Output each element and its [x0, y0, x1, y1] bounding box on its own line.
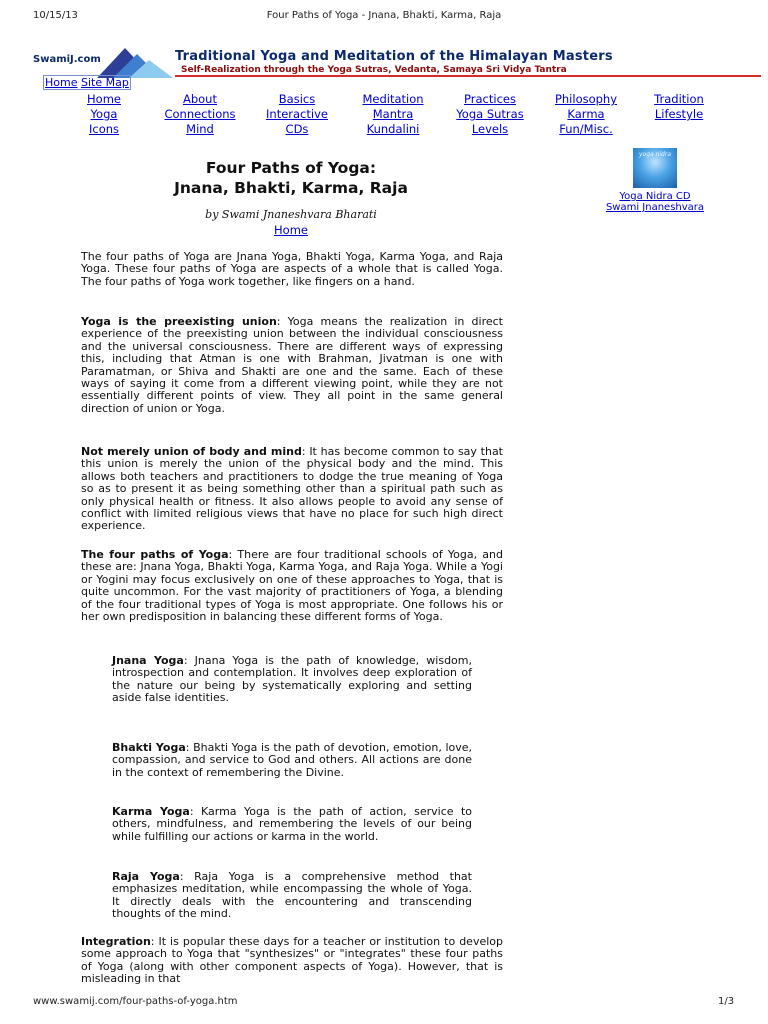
paragraph-text: : It is popular these days for a teacher or institution to develop some approach to Yoga that "synthesizes" or "integrates" these four paths of Yoga (along with other component aspects of Yoga). However, that is misleading in that — [81, 935, 503, 986]
banner-divider — [175, 75, 761, 77]
yoga-nidra-cd-card — [605, 148, 705, 213]
paragraph-heading: Raja Yoga — [112, 870, 180, 883]
nav-link-yoga[interactable]: Yoga — [90, 107, 118, 121]
site-logo-text[interactable]: SwamiJ.com — [33, 54, 101, 65]
top-links — [43, 75, 131, 90]
nav-link-basics[interactable]: Basics — [278, 92, 316, 106]
paragraph-text: : Karma Yoga is the path of action, service to others, mindfulness, and remembering the levels of our being while fulfilling our actions or karma in the world. — [112, 805, 472, 843]
site-banner[interactable] — [33, 40, 761, 80]
nav-link-interactive[interactable]: Interactive — [266, 107, 328, 121]
home-link[interactable]: Home — [45, 76, 78, 89]
cd-links — [605, 191, 705, 213]
paragraph-raja-yoga — [112, 871, 472, 921]
print-title: Four Paths of Yoga - Jnana, Bhakti, Karma, Raja — [266, 10, 502, 21]
paragraph-text: : It has become common to say that this union is merely the union of the physical body and the mind. This allows both teachers and practitioners to dodge the true meaning of Yoga so as to present it as being something other than a spiritual path such as only physical health or fitness. It also allows people to avoid any sense of conflict with limited religious views that have no place for such high direct experience. — [81, 445, 503, 533]
paragraph-heading: Yoga is the preexisting union — [81, 315, 277, 328]
nav-link-meditation[interactable]: Meditation — [362, 92, 424, 106]
paragraph-heading: Karma Yoga — [112, 805, 190, 818]
paragraph-heading: Jnana Yoga — [112, 654, 184, 667]
nav-link-lifestyle[interactable]: Lifestyle — [654, 107, 704, 121]
print-url: www.swamij.com/four-paths-of-yoga.htm — [33, 996, 238, 1007]
nav-link-icons[interactable]: Icons — [88, 122, 120, 136]
paragraph-bhakti-yoga — [112, 742, 472, 779]
paragraph-jnana-yoga — [112, 655, 472, 705]
main-nav — [56, 92, 756, 137]
paragraph-body-and-mind — [81, 446, 503, 533]
nav-link-philosophy[interactable]: Philosophy — [554, 92, 618, 106]
nav-link-fun-misc[interactable]: Fun/Misc. — [559, 122, 613, 136]
print-date: 10/15/13 — [33, 10, 78, 21]
paragraph-preexisting-union — [81, 316, 503, 415]
paragraph-heading: Integration — [81, 935, 151, 948]
byline — [80, 208, 502, 237]
nav-link-connections[interactable]: Connections — [164, 107, 236, 121]
nav-link-tradition[interactable]: Tradition — [654, 92, 704, 106]
nav-row — [56, 92, 756, 107]
nav-row — [56, 107, 756, 122]
print-page-number: 1/3 — [718, 996, 735, 1007]
yoga-nidra-cd-image[interactable] — [633, 148, 677, 188]
cd-caption: yoga nidra — [638, 151, 672, 158]
paragraph-text: : Jnana Yoga is the path of knowledge, wisdom, introspection and contemplation. It involves deep exploration of the nature our being by systematically exploring and setting aside false identities. — [112, 654, 472, 705]
banner-title: Traditional Yoga and Meditation of the Himalayan Masters — [175, 49, 613, 64]
paragraph-integration — [81, 936, 503, 986]
nav-link-levels[interactable]: Levels — [471, 122, 509, 136]
paragraph-heading: Not merely union of body and mind — [81, 445, 302, 458]
paragraph-heading: The four paths of Yoga — [81, 548, 229, 561]
paragraph-text: : Raja Yoga is a comprehensive method that emphasizes meditation, while encompassing the whole of Yoga. It directly deals with the encountering and transcending thoughts of the mind. — [112, 870, 472, 921]
title-line-1: Four Paths of Yoga: — [205, 159, 377, 177]
nav-link-kundalini[interactable]: Kundalini — [366, 122, 420, 136]
author-byline: by Swami Jnaneshvara Bharati — [205, 208, 377, 221]
nav-link-about[interactable]: About — [182, 92, 217, 106]
banner-subtitle: Self-Realization through the Yoga Sutras, Vedanta, Samaya Sri Vidya Tantra — [181, 65, 567, 75]
print-header — [0, 10, 768, 24]
yoga-nidra-cd-link[interactable]: Yoga Nidra CD — [619, 191, 691, 202]
nav-link-mind[interactable]: Mind — [186, 122, 214, 136]
nav-row — [56, 122, 756, 137]
paragraph-text: : There are four traditional schools of Yoga, and these are: Jnana Yoga, Bhakti Yoga, Karma Yoga, and Raja Yoga. While a Yogi or Yogini may focus exclusively on one of these approaches to Yoga, that is quite uncommon. For the vast majority of practitioners of Yoga, a blending of the four traditional types of Yoga is most appropriate. One follows his or her own predisposition in balancing these different forms of Yoga. — [81, 548, 503, 624]
swami-jnaneshvara-link[interactable]: Swami Jnaneshvara — [605, 202, 705, 213]
top-links-box — [43, 75, 131, 90]
nav-link-mantra[interactable]: Mantra — [372, 107, 414, 121]
paragraph-four-paths — [81, 549, 503, 623]
paragraph-text: : Yoga means the realization in direct experience of the preexisting union between the individual consciousness and the universal consciousness. There are different ways of expressing this, including that Atman is one with Brahman, Jivatman is one with Paramatman, or Shiva and Shakti are one and the same. Each of these ways of saying it come from a different viewing point, while they are not essentially different points of view. They all point in the same general direction of union or Yoga. — [81, 315, 504, 415]
title-line-2: Jnana, Bhakti, Karma, Raja — [174, 179, 408, 197]
nav-link-karma[interactable]: Karma — [567, 107, 605, 121]
paragraph-heading: Bhakti Yoga — [112, 741, 186, 754]
nav-link-home[interactable]: Home — [87, 92, 121, 106]
page-title — [80, 158, 502, 198]
nav-link-yoga-sutras[interactable]: Yoga Sutras — [456, 107, 524, 121]
paragraph-karma-yoga — [112, 806, 472, 843]
nav-link-practices[interactable]: Practices — [464, 92, 516, 106]
intro-paragraph — [81, 251, 503, 288]
site-map-link[interactable]: Site Map — [80, 76, 129, 89]
nav-link-cds[interactable]: CDs — [285, 122, 309, 136]
paragraph-text: : Bhakti Yoga is the path of devotion, emotion, love, compassion, and service to God and others. All actions are done in the context of remembering the Divine. — [112, 741, 473, 779]
article-home-link[interactable]: Home — [274, 223, 308, 237]
intro-text: The four paths of Yoga are Jnana Yoga, Bhakti Yoga, Karma Yoga, and Raja Yoga. These four paths of Yoga are aspects of a whole that is called Yoga. The four paths of Yoga work together, like fingers on a hand. — [81, 250, 503, 288]
